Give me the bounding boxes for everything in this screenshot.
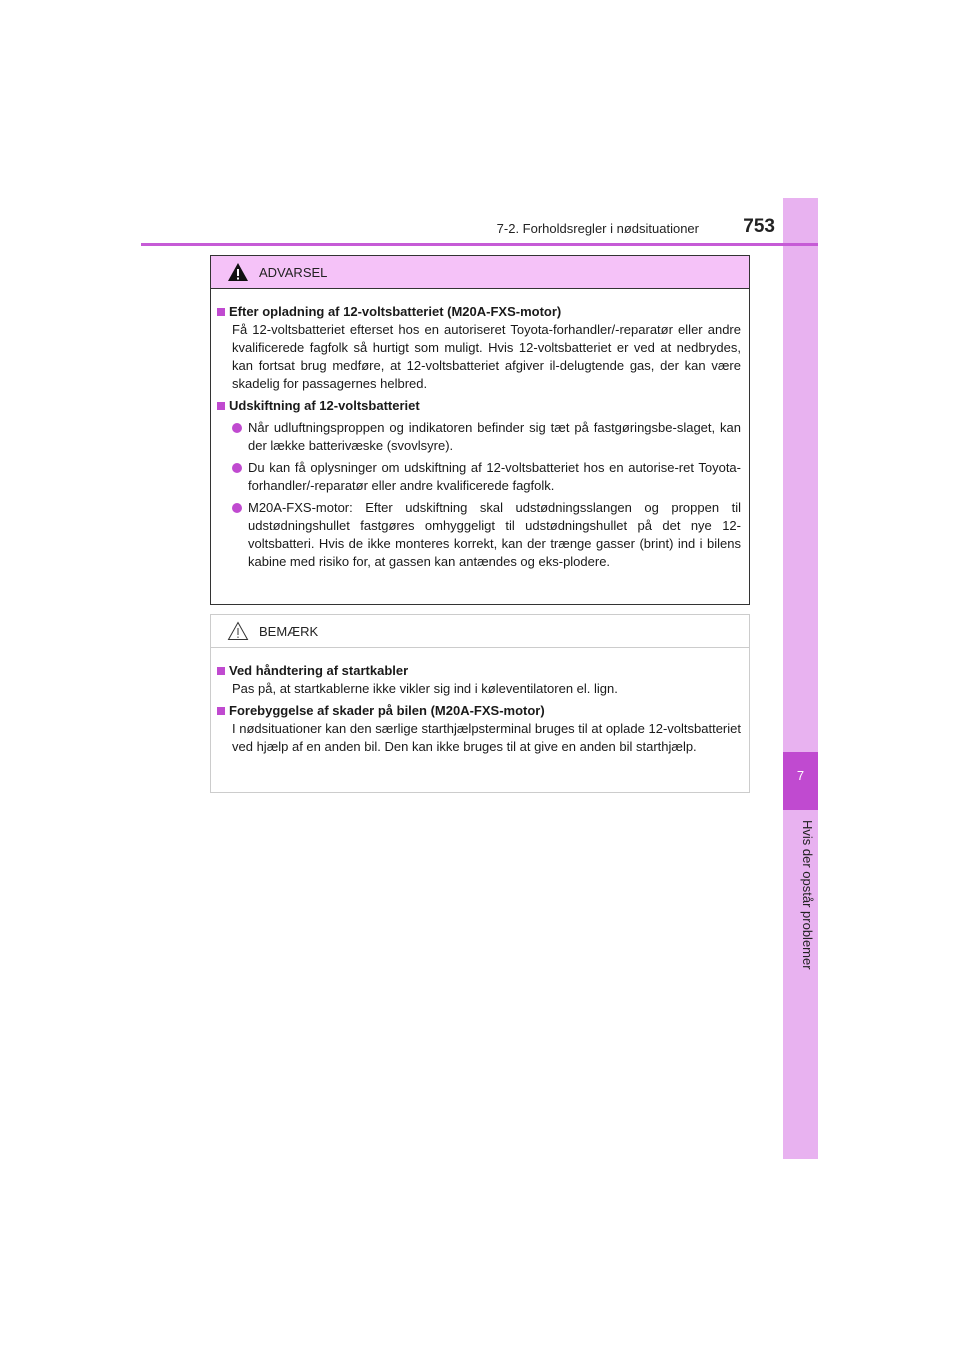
- page-number: 753: [743, 216, 775, 237]
- section-title: 7-2. Forholdsregler i nødsituationer: [496, 221, 699, 236]
- square-bullet-icon: [217, 707, 225, 715]
- note-text-jumper-cables: Pas på, at startkablerne ikke vikler sig ind i køleventilatoren el. lign.: [232, 681, 618, 696]
- warning-box: [210, 255, 750, 605]
- warning-triangle-outline-icon: [227, 621, 249, 641]
- list-item: Når udluftningsproppen og indikatoren befinder sig tæt på fastgøringsbe-slaget, kan der lække batterivæske (svovlsyre).: [232, 419, 741, 455]
- note-text-damage-prevention: I nødsituationer kan den særlige starthjælpsterminal bruges til at oplade 12-voltsbatteriet ved hjælp af en anden bil. Den kan ikke bruges til at give en anden bil starthjælp.: [232, 721, 741, 754]
- warning-heading-replacement: Udskiftning af 12-voltsbatteriet: [217, 397, 741, 415]
- square-bullet-icon: [217, 402, 225, 410]
- list-item: M20A-FXS-motor: Efter udskiftning skal udstødningsslangen og proppen til udstødningshullet fastgøres omhyggeligt til udstødningshullet på det nye 12-voltsbatteri. Hvis de ikke monteres korrekt, kan der trænge gasser (brint) ind i bilens kabine med risiko for, at gassen kan antændes og eks-plodere.: [232, 499, 741, 571]
- note-body: [211, 648, 749, 756]
- header-divider: [141, 243, 818, 246]
- chapter-title: Hvis der opstår problemer: [800, 820, 815, 970]
- square-bullet-icon: [217, 308, 225, 316]
- list-item: Du kan få oplysninger om udskiftning af 12-voltsbatteriet hos en autorise-ret Toyota-forhandler/-reparatør eller andre kvalificerede fagfolk.: [232, 459, 741, 495]
- note-header: [211, 615, 749, 648]
- square-bullet-icon: [217, 667, 225, 675]
- warning-label: ADVARSEL: [259, 264, 328, 280]
- warning-triangle-filled-icon: [227, 262, 249, 282]
- warning-body: [211, 289, 749, 571]
- side-chapter-tab: [783, 198, 818, 1159]
- round-bullet-icon: [232, 423, 242, 433]
- round-bullet-icon: [232, 503, 242, 513]
- note-heading-damage-prevention: Forebyggelse af skader på bilen (M20A-FXS-motor): [217, 702, 741, 720]
- note-box: [210, 614, 750, 793]
- warning-header: [211, 256, 749, 289]
- warning-text-charging: Få 12-voltsbatteriet efterset hos en autoriseret Toyota-forhandler/-reparatør eller andre kvalificerede fagfolk så hurtigt som muligt. Hvis 12-voltsbatteriet er ved at nedbrydes, kan fortsat brug medføre, at 12-voltsbatteriet afgiver il-delugtende gas, der kan være skadelig for passagernes helbred.: [232, 322, 741, 391]
- warning-heading-charging: Efter opladning af 12-voltsbatteriet (M20A-FXS-motor): [217, 303, 741, 321]
- round-bullet-icon: [232, 463, 242, 473]
- note-label: BEMÆRK: [259, 623, 319, 639]
- note-heading-jumper-cables: Ved håndtering af startkabler: [217, 662, 741, 680]
- chapter-number: 7: [796, 768, 805, 783]
